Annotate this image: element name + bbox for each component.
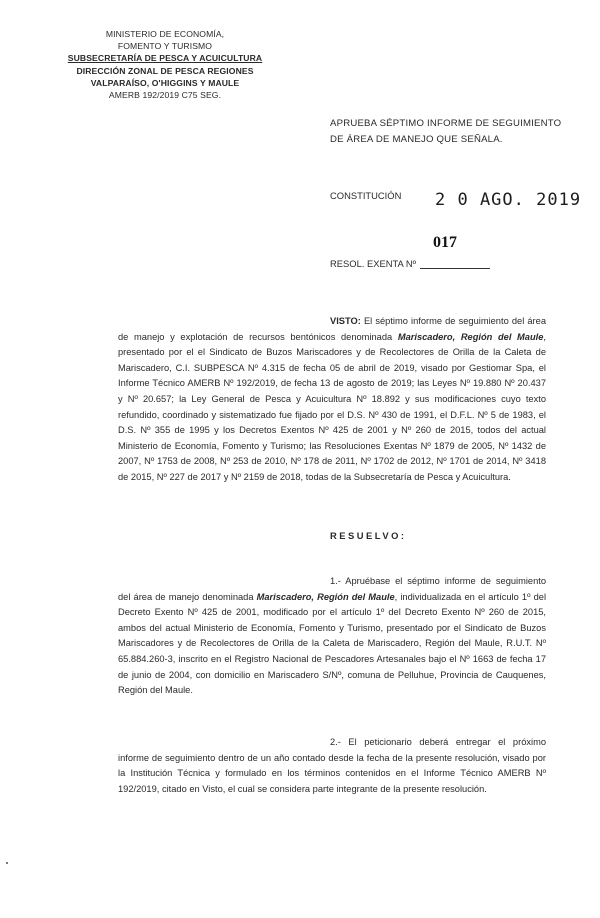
header-regions: VALPARAÍSO, O'HIGGINS Y MAULE [90,77,240,88]
header-ministry-2: FOMENTO Y TURISMO [117,41,213,52]
visto-area-name: Mariscadero, Región del Maule [397,331,544,342]
article-1-text-2: , individualizada en el artículo 1º del Decreto Exento Nº 425 de 2001, modificado por el artículo 1º del Decreto Exento Nº 260 de 2015, ambos del actual Ministerio de Economía, Fomento y Turismo, presentado por el Sindicato de Buzos Mariscadores y de Recolectores de Orilla de la Caleta de Mariscadero, Región del Maule, R.U.T. Nº 65.884.260-3, inscrito en el Registro Nacional de Pescadores Artesanales bajo el Nº 1663 de fecha 17 de junio de 2004, con domicilio en Mariscadero S/Nº, comuna de Pelluhue, Provincia de Cauquenes, Región del Maule. [118,591,547,696]
visto-text-1: El séptimo informe de seguimiento del área de manejo y explotación de recursos bentónicos denominada [118,316,546,342]
article-1-area-name: Mariscadero, Región del Maule [256,591,395,602]
visto-text-2: , presentado por el el Sindicato de Buzos Mariscadores y de Recolectores de Orilla de la Caleta de Mariscadero, C.I. SUBPESCA Nº 4.315 de fecha 05 de abril de 2019, visado por Gestiomar Spa, el Informe Técnico AMERB Nº 192/2019, de fecha 13 de agosto de 2019; las Leyes Nº 19.880 Nº 20.437 y Nº 20.657; la Ley General de Pesca y Acuicultura Nº 18.892 y sus modificaciones cuyo texto refundido, coordinado y sistematizado fue fijado por el D.S. Nº 430 de 1991, el D.F.L. Nº 5 de 1983, el D.S. Nº 355 de 1995 y los Decretos Exentos Nº 425 de 2001 y Nº 260 de 2015, todos del actual Ministerio de Economía, Fomento y Turismo; las Resoluciones Exentas Nº 1879 de 2005, Nº 1432 de 2007, Nº 1753 de 2008, Nº 253 de 2010, Nº 178 de 2011, Nº 1702 de 2012, Nº 1701 de 2014, Nº 3418 de 2015, Nº 227 de 2017 y Nº 2159 de 2018, todas de la Subsecretaría de Pesca y Acuicultura. [118,331,547,482]
resolution-label-row [330,258,490,269]
header-ministry: MINISTERIO DE ECONOMÍA, [105,29,225,39]
resolution-subject: APRUEBA SÉPTIMO INFORME DE SEGUIMIENTO DE ÁREA DE MANEJO QUE SEÑALA. [330,118,562,145]
header-reference: AMERB 192/2019 C75 SEG. [108,90,222,101]
resuelvo-heading: RESUELVO: [330,530,407,541]
city: CONSTITUCIÓN [330,190,402,201]
visto-label: VISTO: [330,316,361,326]
resolution-article-2 [118,735,546,797]
visto-paragraph [118,314,546,486]
number-blank-line [420,268,490,269]
header-subsecretary: SUBSECRETARÍA DE PESCA Y ACUICULTURA [67,53,263,64]
scan-speck [6,862,8,864]
resolution-date: 2 0 AGO. 2019 [435,190,582,210]
article-1-text-1: 1.- Apruébase el séptimo informe de seguimiento del área de manejo denominada [118,576,546,602]
resolution-article-1 [118,574,546,699]
header-zonal-direction: DIRECCIÓN ZONAL DE PESCA REGIONES [76,65,254,76]
issuer-header [60,28,270,101]
article-2-text: 2.- El peticionario deberá entregar el próximo informe de seguimiento dentro de un año contado desde la fecha de la presente resolución, visado por la Institución Técnica y formulado en los términos contenidos en el Informe Técnico AMERB Nº 192/2019, citado en Visto, el cual se considera parte integrante de la presente resolución. [118,737,546,794]
resolution-number: 017 [433,234,457,251]
resolution-label: RESOL. EXENTA Nº [330,258,417,269]
